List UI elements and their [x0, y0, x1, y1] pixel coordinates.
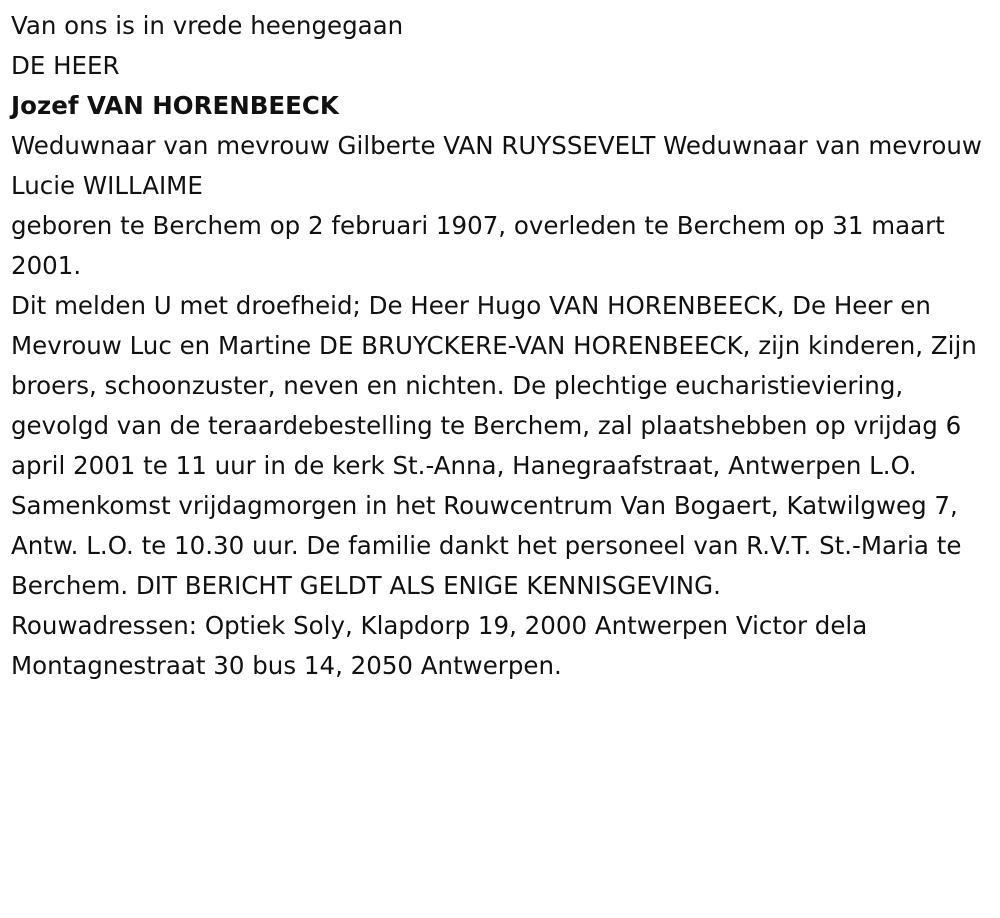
honorific-title: DE HEER	[11, 51, 120, 80]
intro-line: Van ons is in vrede heengegaan	[11, 11, 404, 40]
birth-death-statement: geboren te Berchem op 2 februari 1907, overleden te Berchem op 31 maart 2001.	[11, 211, 945, 280]
mourning-addresses: Rouwadressen: Optiek Soly, Klapdorp 19, 2000 Antwerpen Victor dela Montagnestraat 30 bus 14, 2050 Antwerpen.	[11, 611, 868, 680]
widower-statement: Weduwnaar van mevrouw Gilberte VAN RUYSSEVELT Weduwnaar van mevrouw Lucie WILLAIME	[11, 131, 982, 200]
deceased-name: Jozef VAN HORENBEECK	[11, 91, 339, 120]
announcement-paragraph: Dit melden U met droefheid; De Heer Hugo VAN HORENBEECK, De Heer en Mevrouw Luc en Martine DE BRUYCKERE-VAN HORENBEECK, zijn kinderen, Zijn broers, schoonzuster, neven en nichten. De plechtige eucharistieviering, gevolgd van de teraardebestelling te Berchem, zal plaatshebben op vrijdag 6 april 2001 te 11 uur in de kerk St.-Anna, Hanegraafstraat, Antwerpen L.O. Samenkomst vrijdagmorgen in het Rouwcentrum Van Bogaert, Katwilgweg 7, Antw. L.O. te 10.30 uur. De familie dankt het personeel van R.V.T. St.-Maria te Berchem. DIT BERICHT GELDT ALS ENIGE KENNISGEVING.	[11, 291, 977, 600]
death-notice	[11, 6, 996, 686]
